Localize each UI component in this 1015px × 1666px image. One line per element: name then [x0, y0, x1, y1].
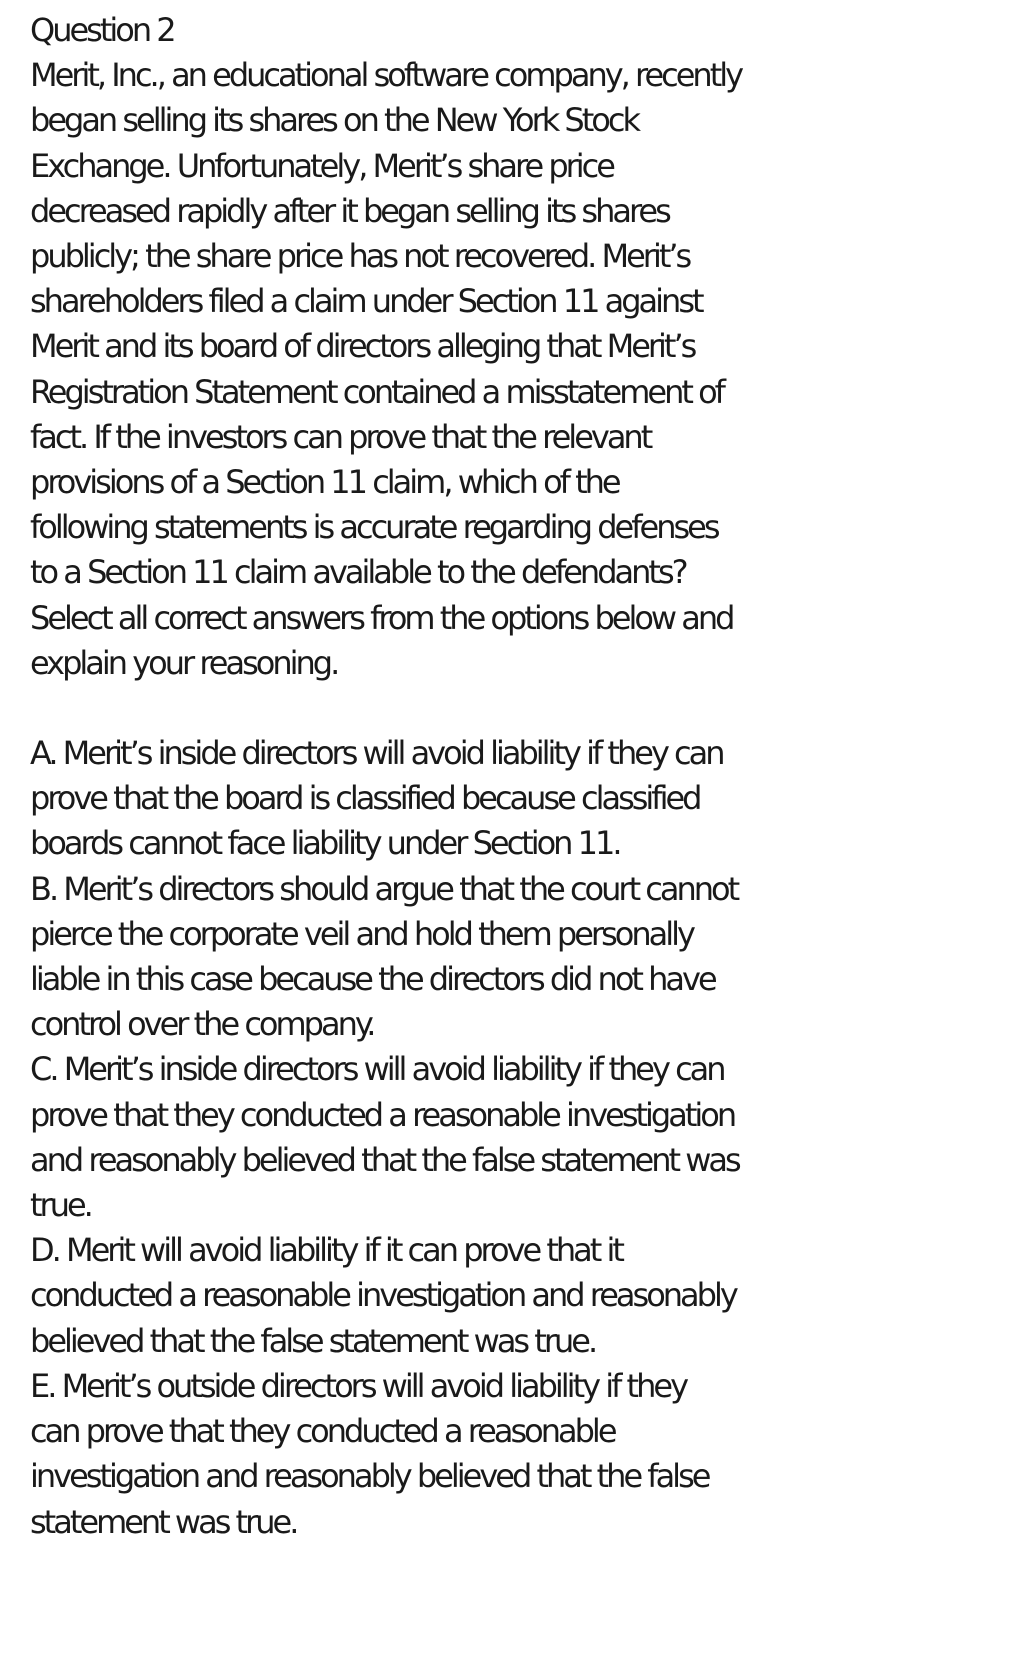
answer-option-c [30, 1047, 1005, 1228]
question-document [30, 8, 1005, 1545]
option-line: conducted a reasonable investigation and reasonably [30, 1276, 736, 1315]
answer-option-d [30, 1228, 1005, 1364]
question-prompt [30, 53, 1005, 686]
prompt-line: Merit, Inc., an educational software company, recently [30, 56, 742, 95]
option-line: true. [30, 1186, 91, 1225]
option-line: B. Merit’s directors should argue that the court cannot [30, 869, 738, 908]
option-line: and reasonably believed that the false statement was [30, 1140, 739, 1179]
prompt-line: publicly; the share price has not recovered. Merit’s [30, 237, 690, 276]
prompt-line: Registration Statement contained a misstatement of [30, 372, 723, 411]
prompt-line: following statements is accurate regarding defenses [30, 508, 718, 547]
option-line: believed that the false statement was true. [30, 1321, 596, 1360]
option-line: C. Merit’s inside directors will avoid liability if they can [30, 1050, 724, 1089]
option-line: control over the company. [30, 1005, 374, 1044]
option-line: pierce the corporate veil and hold them personally [30, 914, 693, 953]
prompt-line: began selling its shares on the New York Stock [30, 101, 638, 140]
prompt-line: Exchange. Unfortunately, Merit’s share price [30, 146, 613, 185]
prompt-line: fact. If the investors can prove that the relevant [30, 417, 651, 456]
answer-option-a [30, 731, 1005, 867]
option-line: boards cannot face liability under Section 11. [30, 824, 620, 863]
blank-line [30, 686, 1005, 731]
option-line: liable in this case because the directors did not have [30, 960, 715, 999]
option-line: statement was true. [30, 1502, 297, 1541]
answer-option-b [30, 867, 1005, 1048]
option-line: A. Merit’s inside directors will avoid liability if they can [30, 734, 723, 773]
option-line: prove that the board is classified because classified [30, 779, 700, 818]
prompt-line: to a Section 11 claim available to the defendants? [30, 553, 686, 592]
question-title: Question 2 [30, 11, 174, 49]
option-line: can prove that they conducted a reasonable [30, 1412, 615, 1451]
option-line: prove that they conducted a reasonable investigation [30, 1095, 735, 1134]
prompt-line: explain your reasoning. [30, 643, 338, 682]
prompt-line: Select all correct answers from the options below and [30, 598, 733, 637]
option-line: investigation and reasonably believed that the false [30, 1457, 709, 1496]
option-line: E. Merit’s outside directors will avoid liability if they [30, 1366, 686, 1405]
prompt-line: shareholders filed a claim under Section 11 against [30, 282, 702, 321]
option-line: D. Merit will avoid liability if it can prove that it [30, 1231, 622, 1270]
prompt-line: provisions of a Section 11 claim, which of the [30, 463, 619, 502]
prompt-line: decreased rapidly after it began selling its shares [30, 191, 669, 230]
prompt-line: Merit and its board of directors alleging that Merit’s [30, 327, 695, 366]
answer-option-e [30, 1364, 1005, 1545]
